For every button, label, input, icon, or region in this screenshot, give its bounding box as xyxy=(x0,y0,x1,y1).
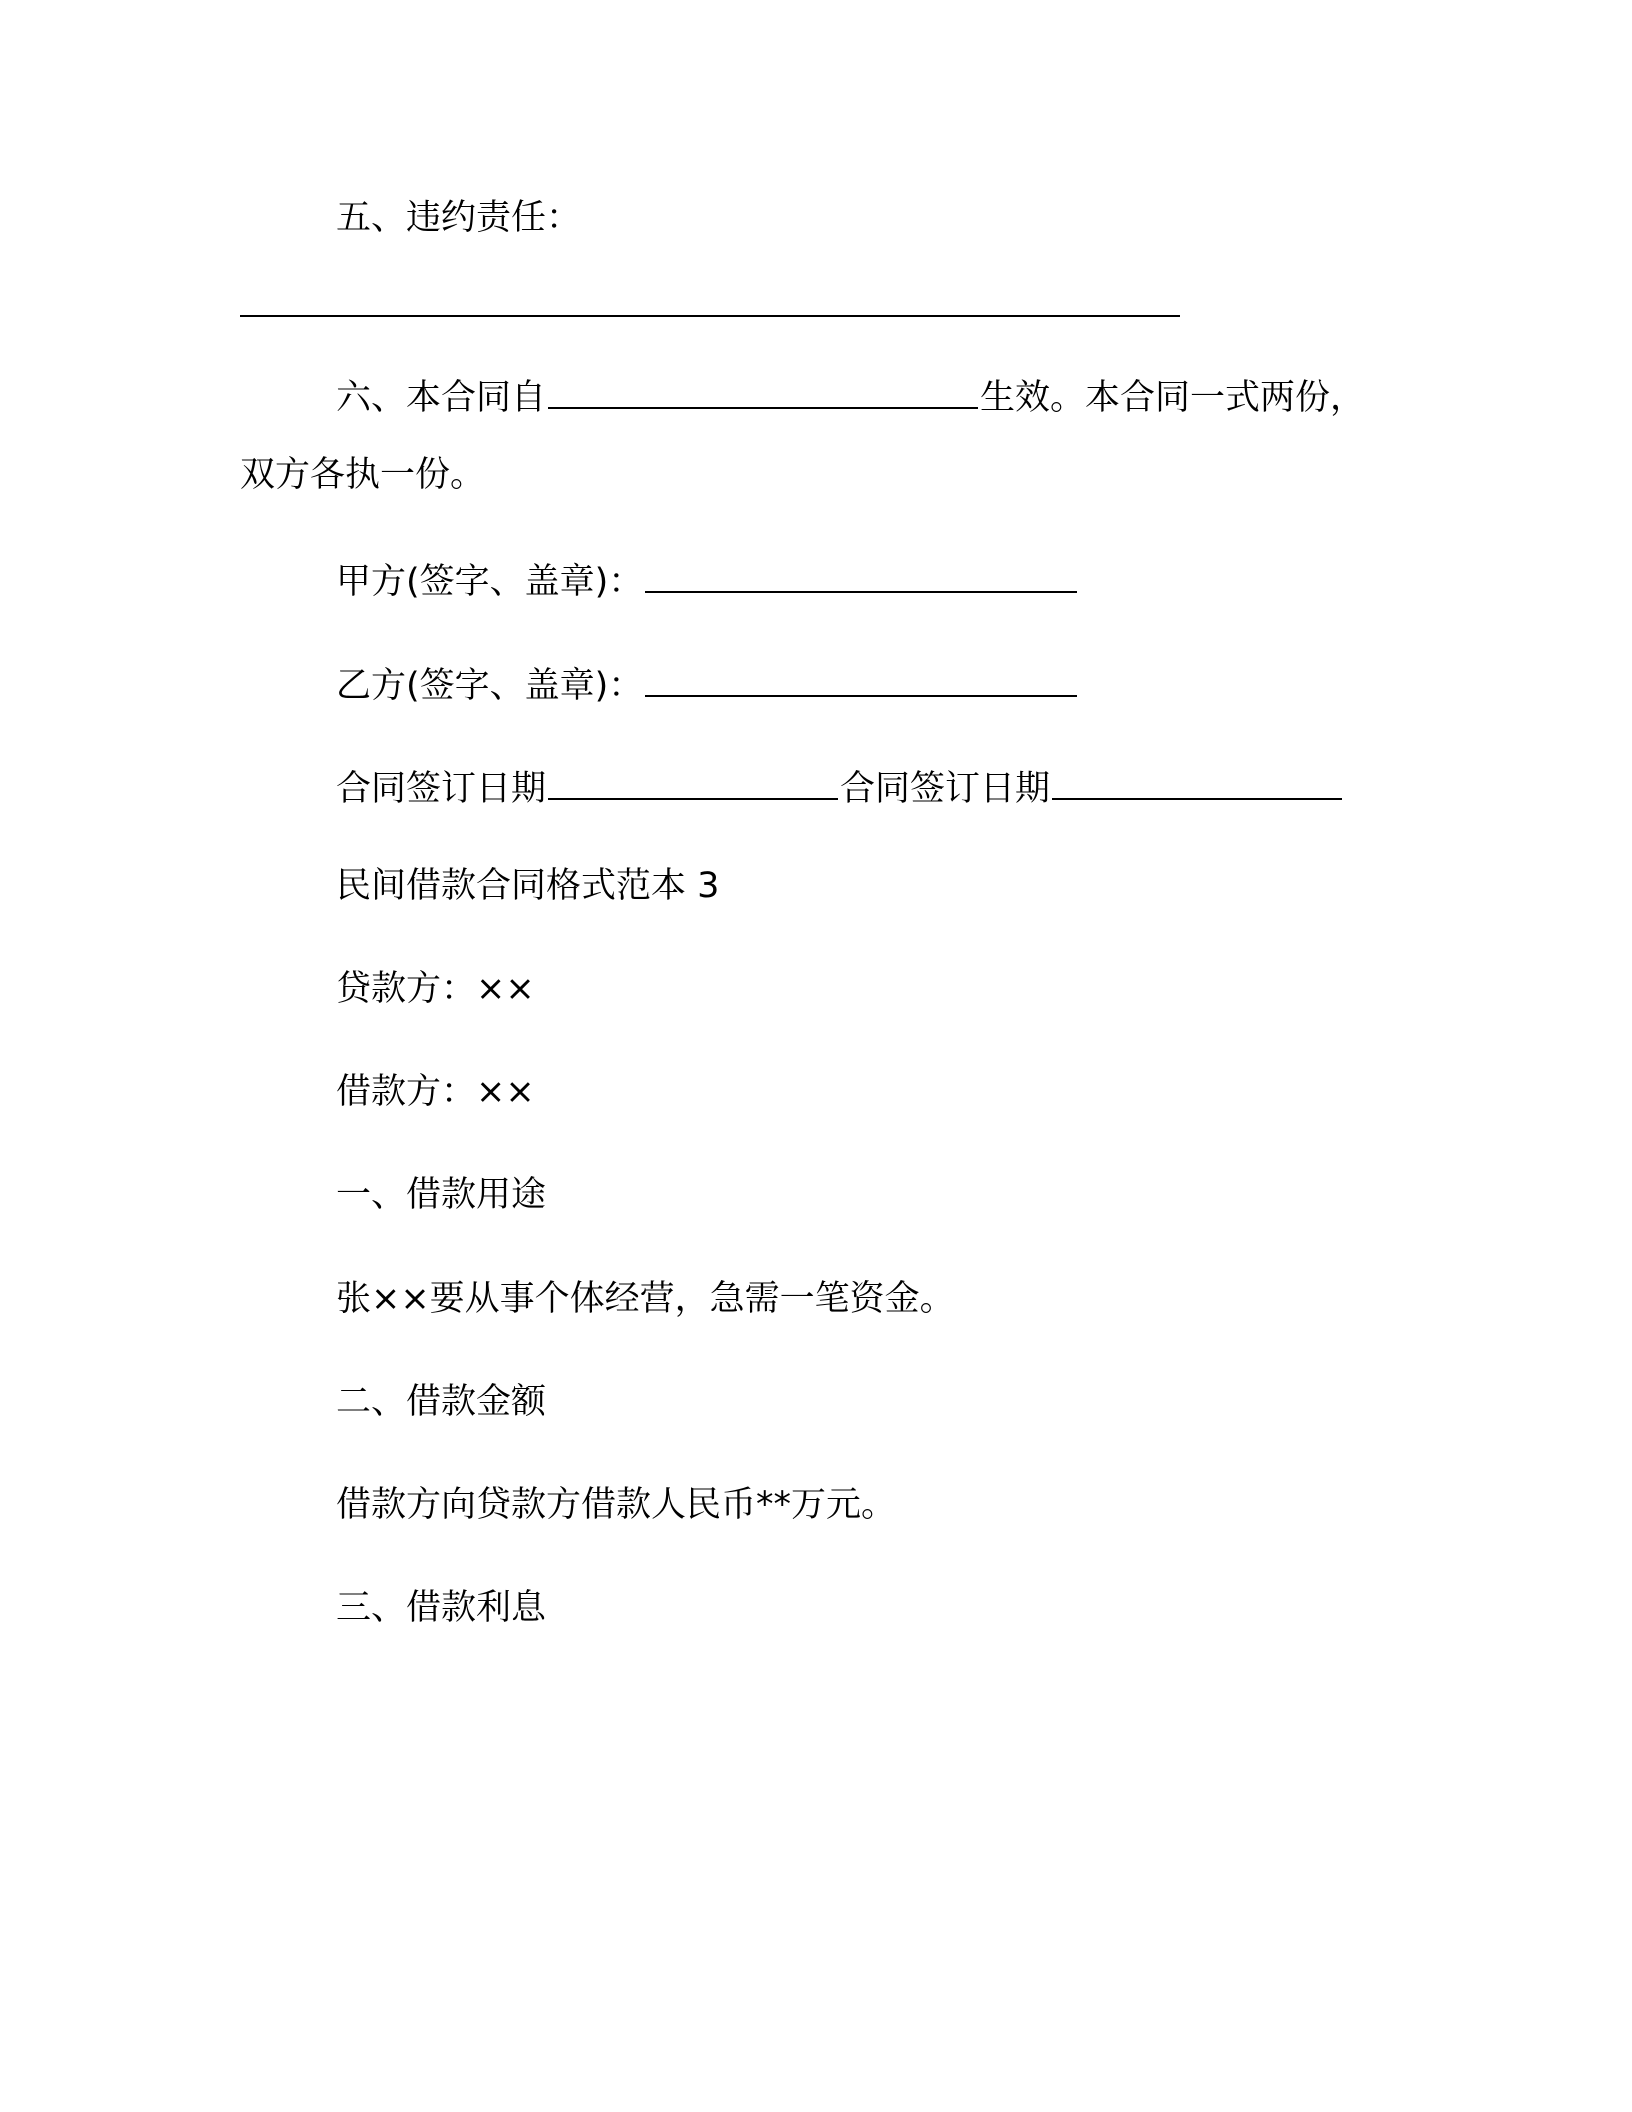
effect-middle: 生效。本合同一式两份， xyxy=(980,378,1366,418)
effect-prefix: 六、本合同自 xyxy=(336,378,547,418)
party-a-signature xyxy=(336,559,1079,605)
amount-text: 借款方向贷款方借款人民币**万元。 xyxy=(336,1485,897,1525)
party-a-label: 甲方(签字、盖章)： xyxy=(336,562,644,602)
lender-line: 贷款方：×× xyxy=(336,969,535,1009)
purpose-heading: 一、借款用途 xyxy=(336,1175,547,1215)
sign-date-row xyxy=(336,766,1344,812)
effect-date-blank xyxy=(548,377,978,409)
breach-heading: 五、违约责任： xyxy=(336,198,582,238)
amount-heading: 二、借款金额 xyxy=(336,1382,547,1422)
sign-date-label-1: 合同签订日期 xyxy=(336,769,547,809)
party-b-signature xyxy=(336,663,1079,709)
purpose-text: 张××要从事个体经营，急需一笔资金。 xyxy=(336,1279,955,1319)
party-b-blank xyxy=(645,665,1077,697)
sign-date-label-2: 合同签订日期 xyxy=(840,769,1051,809)
borrower-line: 借款方：×× xyxy=(336,1072,535,1112)
sign-date-blank-2 xyxy=(1052,768,1342,800)
effect-clause xyxy=(336,375,1365,421)
effect-continuation: 双方各执一份。 xyxy=(240,455,486,495)
template-title: 民间借款合同格式范本 3 xyxy=(336,866,720,906)
breach-blank-line xyxy=(240,315,1180,317)
sign-date-blank-1 xyxy=(548,768,838,800)
interest-heading: 三、借款利息 xyxy=(336,1588,547,1628)
party-b-label: 乙方(签字、盖章)： xyxy=(336,666,644,706)
party-a-blank xyxy=(645,561,1077,593)
